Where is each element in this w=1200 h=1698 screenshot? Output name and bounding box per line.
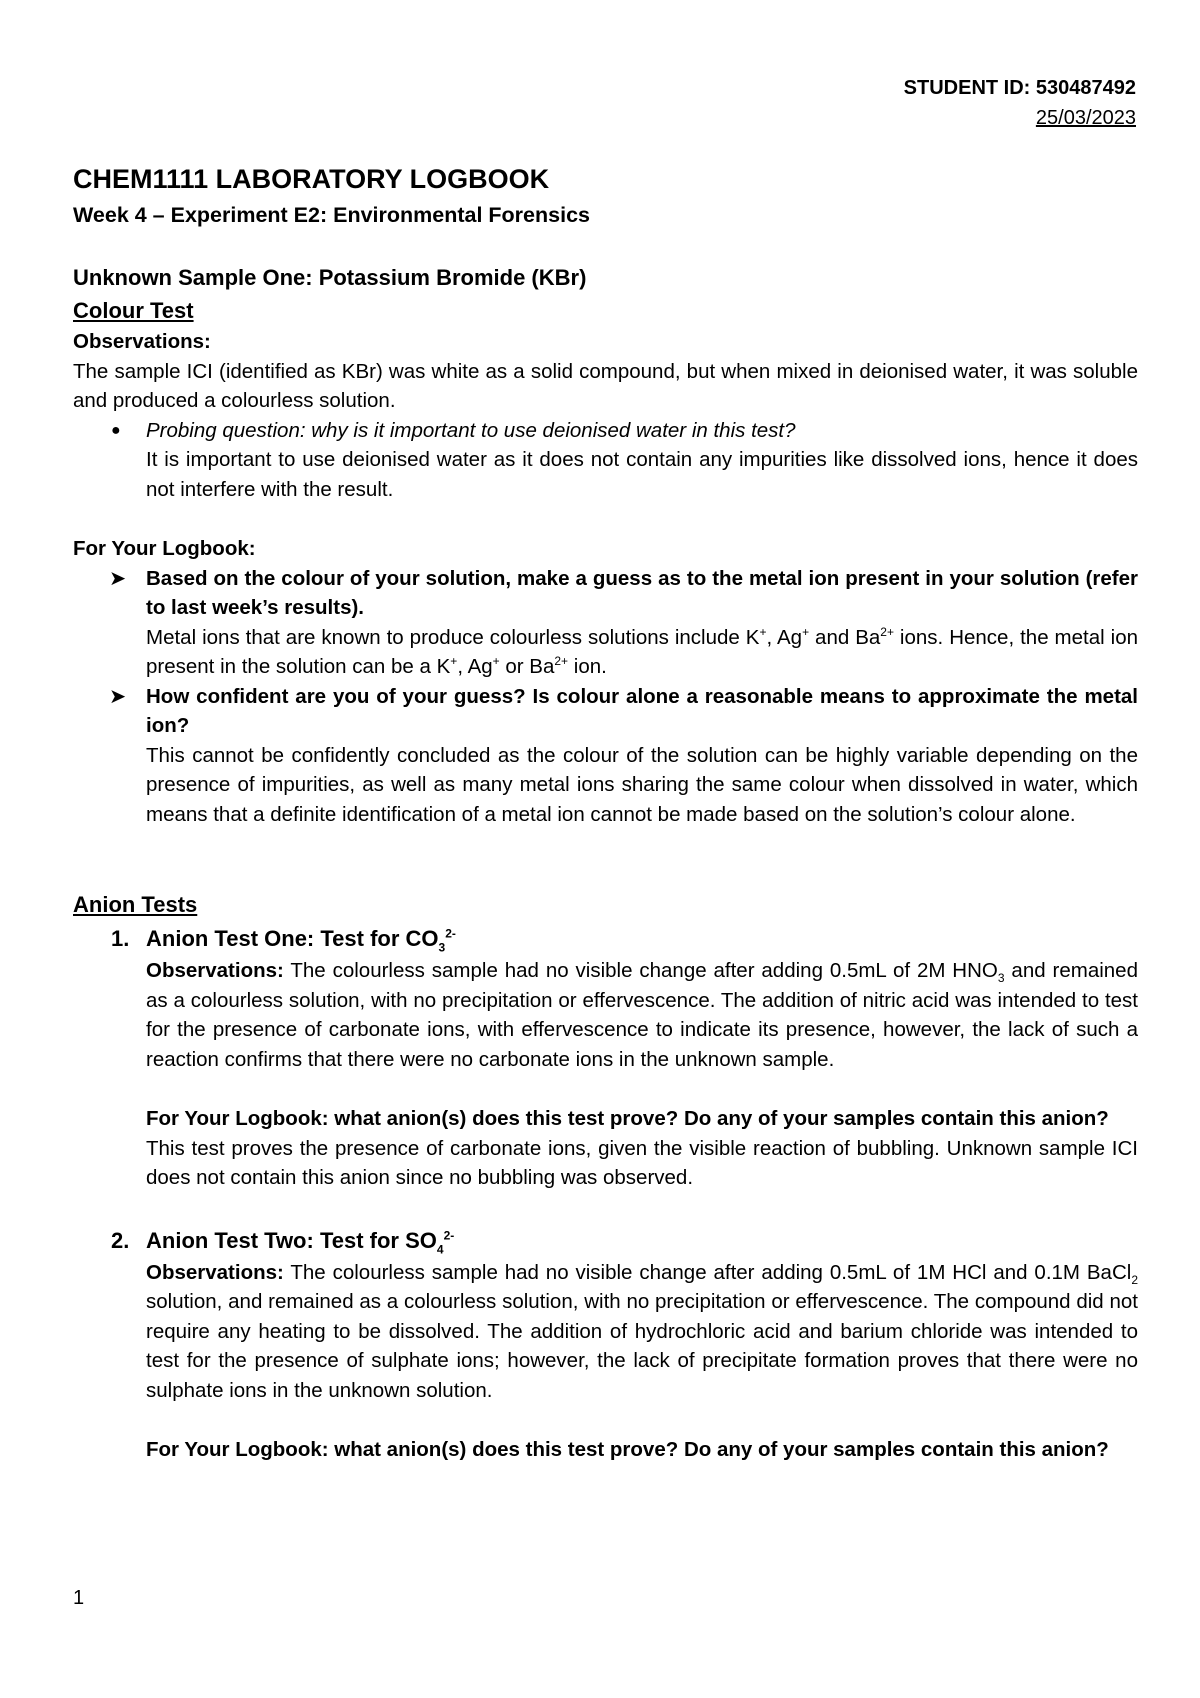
anion-test-1-question: For Your Logbook: what anion(s) does this test prove? Do any of your samples contain this anion? (146, 1107, 1109, 1130)
bullet-dot-icon: ● (111, 421, 121, 439)
anion-test-1-observations: Observations: The colourless sample had no visible change after adding 0.5mL of 2M $HNO_3$ and remained as a colourless solution, with no precipitation or effervescence. The addition of nitric acid was intended to test for the presence of carbonate ions, with effervescence to indicate its presence, however, the lack of such a reaction confirms that there were no carbonate ions in the unknown sample. (146, 959, 1138, 1071)
logbook-label: For Your Logbook: (73, 537, 256, 560)
header-block (904, 73, 1136, 133)
anion-tests-heading: Anion Tests (73, 892, 198, 917)
probing-answer: It is important to use deionised water as it does not contain any impurities like dissolved ions, hence it does not interfere with the result. (146, 448, 1138, 501)
probing-question-item (73, 416, 1138, 505)
logbook-question-1 (73, 564, 1138, 682)
logbook-question-2 (73, 682, 1138, 830)
anion-test-1-answer: This test proves the presence of carbonate ions, given the visible reaction of bubbling. Unknown sample ICI does not contain this anion since no bubbling was observed. (146, 1136, 1138, 1189)
colour-observation-text: The sample ICI (identified as KBr) was white as a solid compound, but when mixed in deionised water, it was soluble and produced a colourless solution. (73, 359, 1138, 412)
arrow-bullet-icon: ➤ (109, 684, 127, 708)
page-title: CHEM1111 LABORATORY LOGBOOK (73, 164, 550, 194)
anion-test-2-body (73, 1258, 1138, 1465)
probing-question: Probing question: why is it important to use deionised water in this test? (146, 418, 796, 442)
anion-test-1-heading: 1. Anion Test One: Test for $CO_3^{2-}$ (111, 926, 456, 955)
logbook-question-2-text: How confident are you of your guess? Is colour alone a reasonable means to approximate the metal ion? (146, 684, 1138, 737)
arrow-bullet-icon: ➤ (109, 566, 127, 590)
week-subtitle: Week 4 – Experiment E2: Environmental Forensics (73, 203, 590, 227)
sample-heading: Unknown Sample One: Potassium Bromide (KBr) (73, 265, 587, 290)
logbook-answer-1: Metal ions that are known to produce colourless solutions include K+, Ag+ and $Ba^{2+}$ ions. Hence, the metal ion present in the solution can be a K+, Ag+ or $Ba^{2+}$ ion. (146, 624, 1139, 678)
main-content (73, 160, 1138, 1465)
student-id: STUDENT ID: 530487492 (903, 77, 1136, 99)
anion-test-2-observations: Observations: The colourless sample had no visible change after adding 0.5mL of 1M HCl and 0.1M BaCl$_2$ solution, and remained as a colourless solution, with no precipitation or effervescence. The compound did not require any heating to be dissolved. The addition of hydrochloric acid and barium chloride was intended to test for the presence of sulphate ions; however, the lack of precipitate formation proves that there were no sulphate ions in the unknown solution. (146, 1260, 1138, 1402)
anion-test-1-body (73, 956, 1138, 1193)
page-number: 1 (73, 1587, 85, 1609)
anion-test-2-heading: 2. Anion Test Two: Test for $SO_4^{2-}$ (111, 1227, 455, 1256)
report-date: 25/03/2023 (1035, 107, 1136, 129)
logbook-question-1-text: Based on the colour of your solution, make a guess as to the metal ion present in your solution (refer to last week’s results). (146, 566, 1138, 619)
logbook-answer-2: This cannot be confidently concluded as the colour of the solution can be highly variable depending on the presence of impurities, as well as many metal ions sharing the same colour when dissolved in water, which means that a definite identification of a metal ion cannot be made based on the solution’s colour alone. (146, 743, 1138, 826)
anion-test-2-question: For Your Logbook: what anion(s) does this test prove? Do any of your samples contain this anion? (146, 1438, 1109, 1461)
colour-test-heading: Colour Test (73, 298, 194, 323)
observations-label: Observations: (73, 330, 211, 353)
